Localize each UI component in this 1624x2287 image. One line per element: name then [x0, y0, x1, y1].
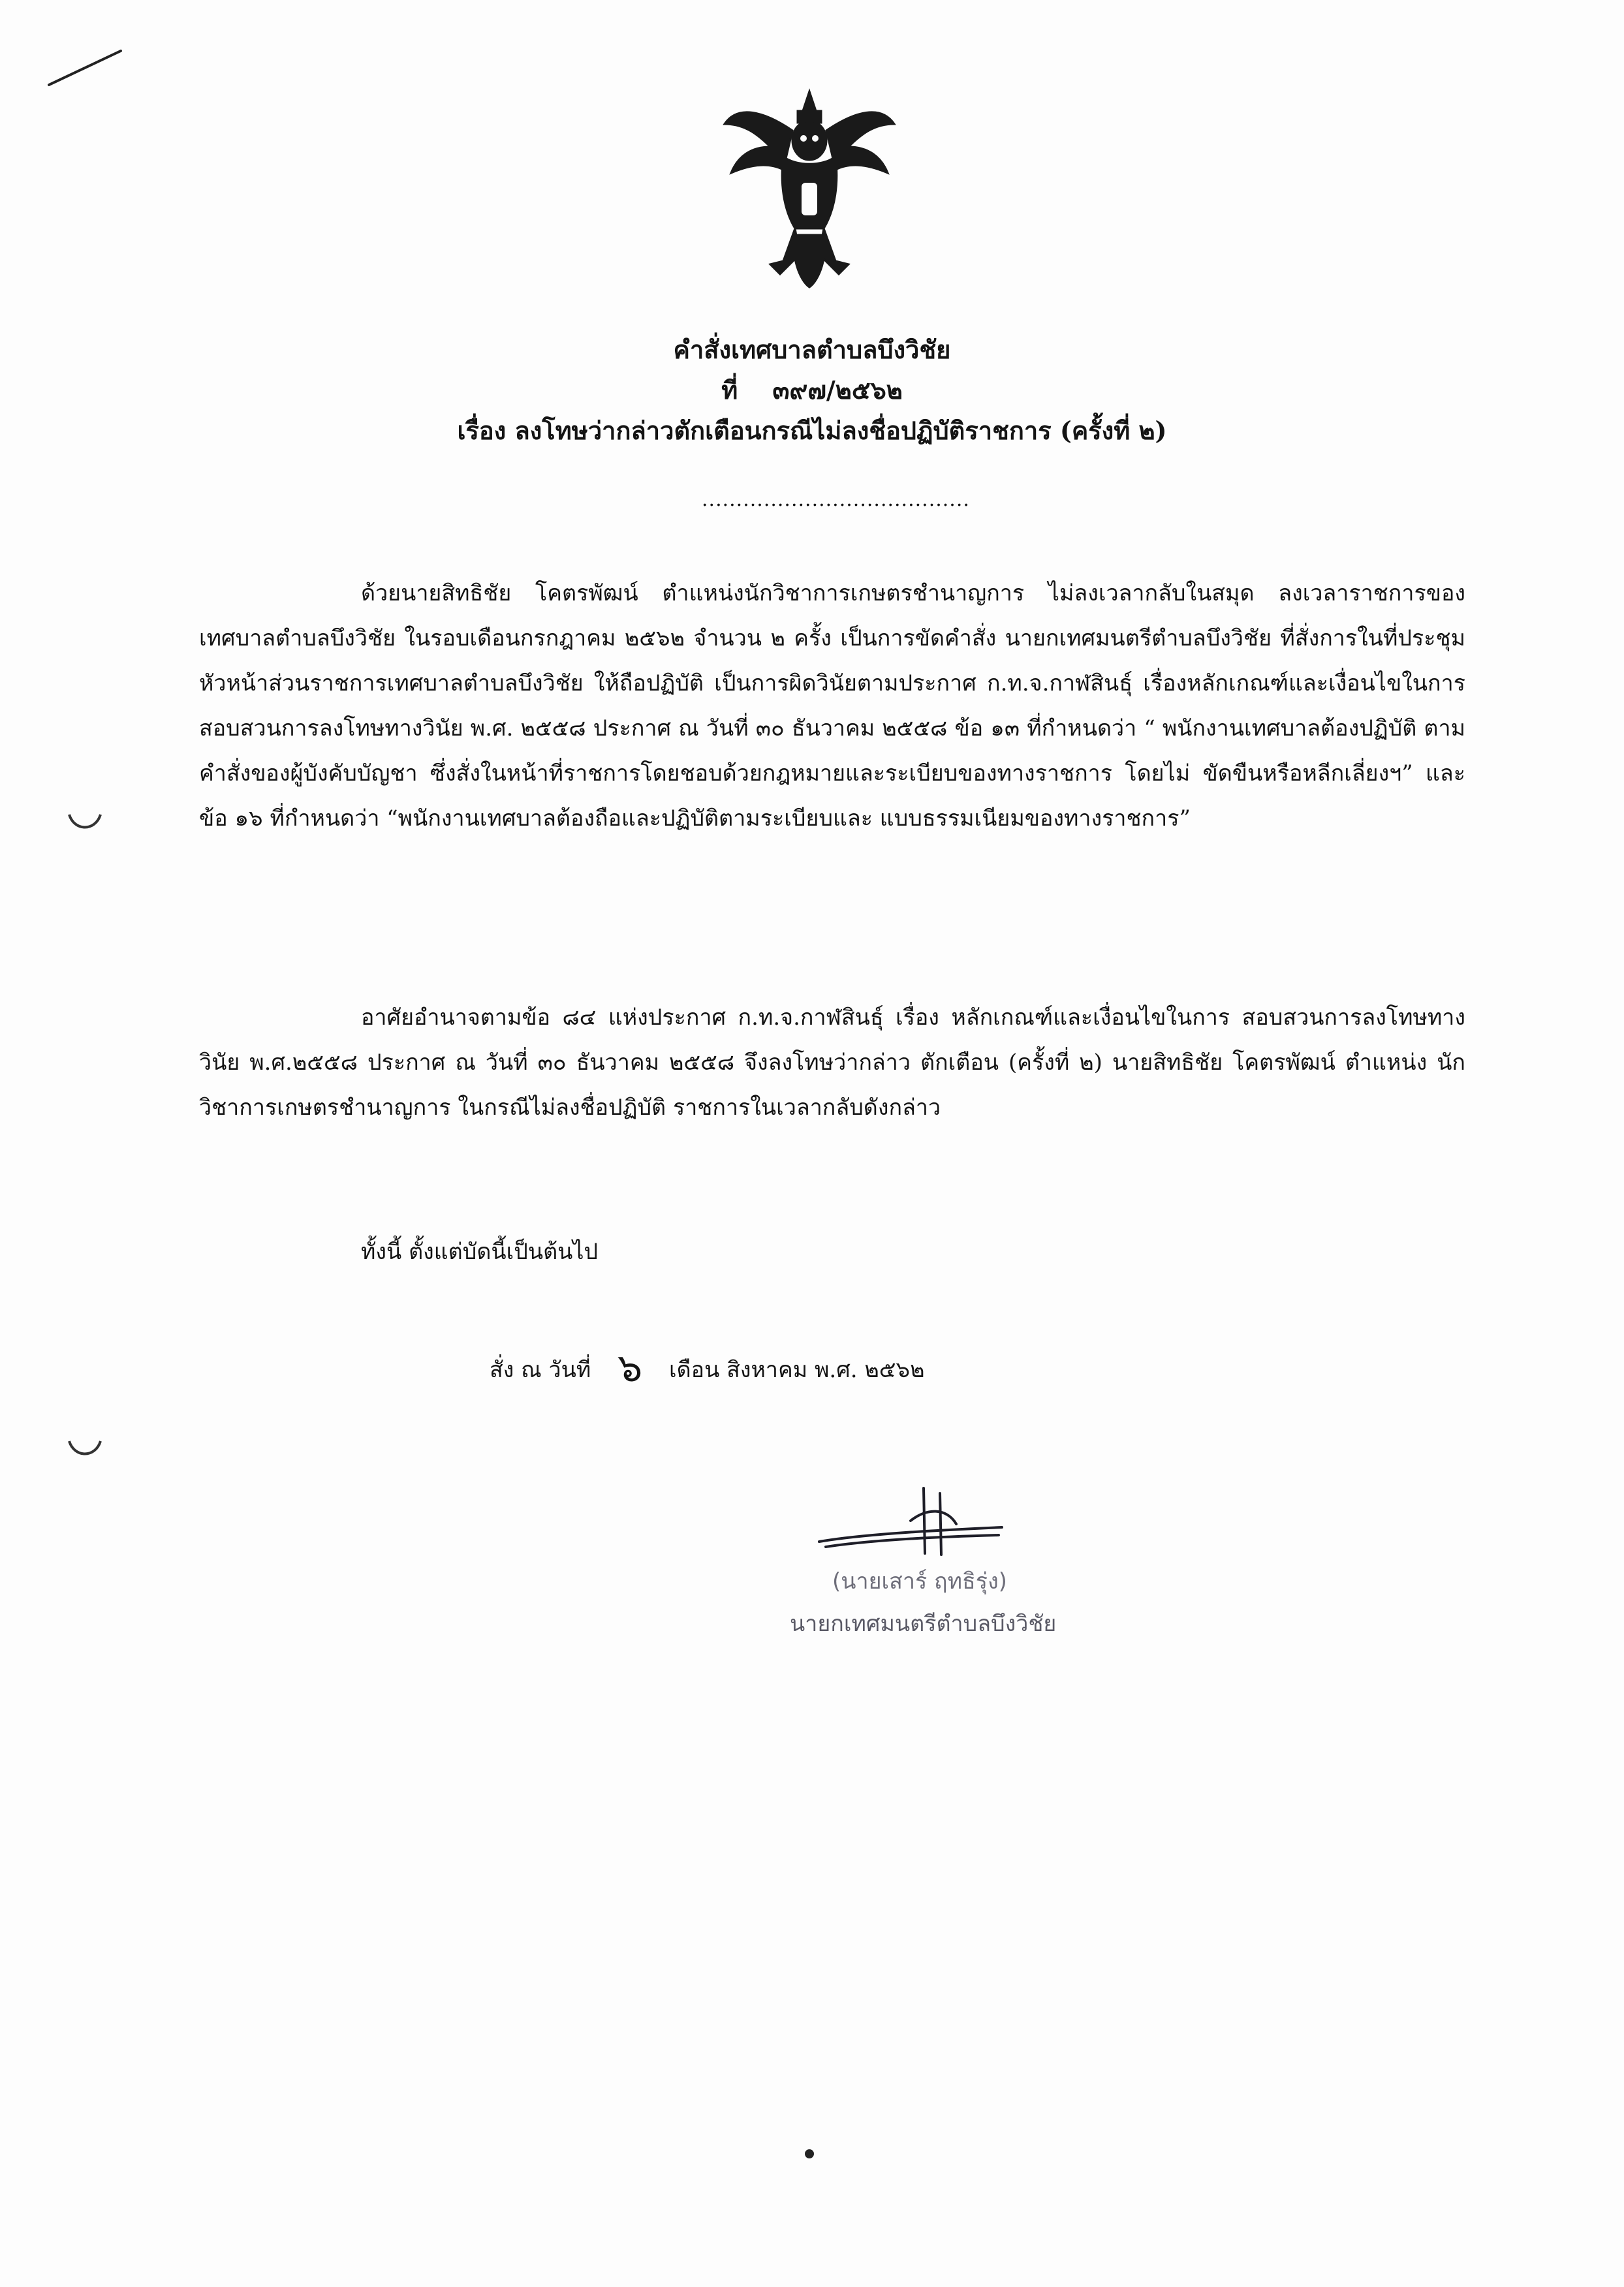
hole-punch-mark — [65, 1436, 104, 1462]
order-subject-label: เรื่อง — [457, 416, 507, 445]
handwritten-signature — [813, 1482, 1008, 1566]
order-title: คำสั่งเทศบาลตำบลบึงวิชัย — [673, 335, 951, 364]
signatory-name: (นายเสาร์ ฤทธิรุ่ง) — [832, 1568, 1007, 1595]
paragraph-line: ตามคำสั่งของผู้บังคับบัญชา ซึ่งสั่งในหน้าที่ราชการโดยชอบด้วยกฎหมายและระเบียบของทางราชการ โดยไม่ — [199, 715, 1466, 786]
body-paragraph-3: ทั้งนี้ ตั้งแต่บัดนี้เป็นต้นไป — [361, 1239, 599, 1265]
paragraph-line: ราชการในเวลากลับดังกล่าว — [672, 1095, 941, 1121]
hole-punch-mark — [65, 809, 104, 835]
body-paragraph-2 — [199, 995, 1465, 1130]
paragraph-line: ขัดขืนหรือหลีกเลี่ยงฯ” และข้อ ๑๖ ที่กำหนดว่า “พนักงานเทศบาลต้องถือและปฏิบัติตามระเบียบและ — [199, 760, 1465, 832]
paragraph-line: สอบสวนการลงโทษทางวินัย พ.ศ.๒๕๕๘ ประกาศ ณ วันที่ ๓๐ ธันวาคม ๒๕๕๘ จึงลงโทษว่ากล่าว — [199, 1004, 1466, 1076]
paragraph-line: ตักเตือน (ครั้งที่ ๒) นายสิทธิชัย โคตรพัฒน์ ตำแหน่ง นักวิชาการเกษตรชำนาญการ ในกรณีไม่ลงชื่อปฏิบัติ — [199, 1050, 1466, 1121]
signatory-title: นายกเทศมนตรีตำบลบึงวิชัย — [790, 1611, 1057, 1637]
order-date-line — [490, 1337, 925, 1399]
paragraph-line: ด้วยนายสิทธิชัย โคตรพัฒน์ ตำแหน่งนักวิชาการเกษตรชำนาญการ ไม่ลงเวลากลับในสมุด — [361, 580, 1255, 606]
date-suffix: เดือน สิงหาคม พ.ศ. ๒๕๖๒ — [668, 1357, 925, 1383]
body-paragraph-1 — [199, 571, 1465, 841]
garuda-emblem-icon — [718, 85, 901, 294]
header-separator: ....................................... — [702, 488, 970, 511]
pen-stroke-mark — [46, 46, 124, 91]
order-subject — [0, 411, 1624, 451]
page-dot-mark — [803, 2147, 816, 2160]
paragraph-line: แบบธรรมเนียมของทางราชการ” — [879, 805, 1191, 832]
paragraph-line: นายกเทศมนตรีตำบลบึงวิชัย ที่สั่งการในที่ประชุมหัวหน้าส่วนราชการเทศบาลตำบลบึงวิชัย ให้ถือปฏิบัติ — [199, 625, 1465, 696]
order-number — [0, 370, 1624, 411]
paragraph-line: อาศัยอำนาจตามข้อ ๘๔ แห่งประกาศ ก.ท.จ.กาฬสินธุ์ เรื่อง หลักเกณฑ์และเงื่อนไขในการ — [361, 1004, 1230, 1031]
date-prefix: สั่ง ณ วันที่ — [490, 1357, 591, 1383]
paragraph-line: ลงเวลาราชการของเทศบาลตำบลบึงวิชัย ในรอบเดือนกรกฎาคม ๒๕๖๒ จำนวน ๒ ครั้ง เป็นการขัดคำสั่ง — [199, 580, 1465, 651]
date-day-handwritten: ๖ — [617, 1345, 643, 1391]
order-number-value: ๓๙๗/๒๕๖๒ — [772, 375, 903, 405]
paragraph-line: พ.ศ. ๒๕๕๘ ประกาศ ณ วันที่ ๓๐ ธันวาคม ๒๕๕๘ ข้อ ๑๓ ที่กำหนดว่า “ พนักงานเทศบาลต้องปฏิบัติ — [470, 715, 1417, 741]
order-header — [0, 330, 1624, 451]
order-number-label: ที่ — [721, 375, 738, 405]
paragraph-line: เป็นการผิดวินัยตามประกาศ ก.ท.จ.กาฬสินธุ์ เรื่องหลักเกณฑ์และเงื่อนไขในการสอบสวนการลงโทษทางวินัย — [199, 670, 1465, 741]
order-subject-text: ลงโทษว่ากล่าวตักเตือนกรณีไม่ลงชื่อปฏิบัติราชการ (ครั้งที่ ๒) — [514, 416, 1167, 445]
